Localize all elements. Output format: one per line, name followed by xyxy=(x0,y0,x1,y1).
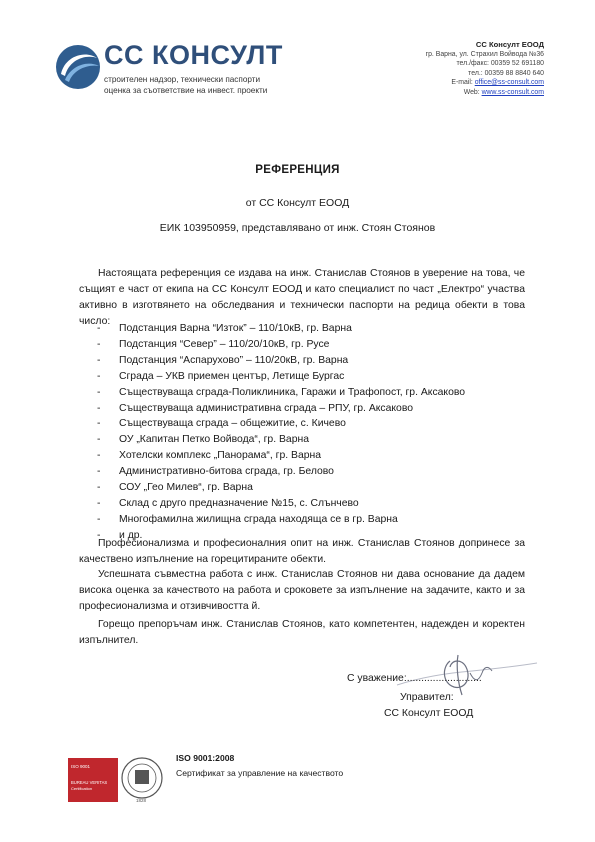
signatory-role: Управител: xyxy=(400,692,454,703)
email-link[interactable]: office@ss-consult.com xyxy=(474,79,544,87)
list-item: - Многофамилна жилищна сграда находяща се в гр. Варна xyxy=(97,512,465,528)
list-item: - Съществуваща сграда-Поликлиника, Гаражи и Трафопост, гр. Аксаково xyxy=(97,385,465,401)
contact-phone: тел.: 00359 88 8840 640 xyxy=(468,69,544,77)
paragraph-cooperation: Успешната съвместна работа с инж. Станислав Стоянов ни дава основание да дадем висока оценка за качеството на работа и сроковете за изпълнение на задачите, както и за професионализма и отзивчивостта й. xyxy=(79,569,525,612)
contact-email-row: E-mail: office@ss-consult.com xyxy=(451,79,544,87)
list-item: - Сграда – УКВ приемен център, Летище Бургас xyxy=(97,369,465,385)
list-item: - Съществуваща сграда – общежитие, с. Кичево xyxy=(97,416,465,432)
list-item: - Подстанция “Север” – 110/20/10кВ, гр. Русе xyxy=(97,337,465,353)
company-logo-subtitle: строителен надзор, технически паспорти оценка за съответствие на инвест. проекти xyxy=(104,75,268,95)
signature-line: С уважение:.......................... xyxy=(347,673,482,684)
issuer-line: от СС Консулт ЕООД xyxy=(245,197,350,209)
signatory-company: СС Консулт ЕООД xyxy=(384,708,474,719)
eik-line: ЕИК 103950959, представлявано от инж. Стоян Стоянов xyxy=(159,222,436,234)
web-link[interactable]: www.ss-consult.com xyxy=(481,88,544,96)
list-item: - Подстанция “Аспарухово” – 110/20кВ, гр. Варна xyxy=(97,353,465,369)
list-item: - Съществуваща административна сграда – РПУ, гр. Аксаково xyxy=(97,401,465,417)
contact-phone-fax: тел./факс: 00359 52 691180 xyxy=(456,60,544,68)
list-item: - и др. xyxy=(97,528,465,544)
contact-company: СС Консулт ЕООД xyxy=(475,40,544,49)
list-item: - Подстанция Варна “Изток” – 110/10кВ, гр. Варна xyxy=(97,321,465,337)
objects-list xyxy=(97,321,465,544)
contact-address: гр. Варна, ул. Страхил Войвода №36 xyxy=(425,50,544,58)
document-title: РЕФЕРЕНЦИЯ xyxy=(255,164,340,176)
list-item: - СОУ „Гео Милев“, гр. Варна xyxy=(97,480,465,496)
paragraph-recommendation: Горещо препоръчам инж. Станислав Стоянов, като компетентен, надежден и коректен изпълнител. xyxy=(79,619,525,646)
svg-text:1828: 1828 xyxy=(136,798,147,803)
list-item: - ОУ „Капитан Петко Войвода“, гр. Варна xyxy=(97,432,465,448)
contact-web-row: Web: www.ss-consult.com xyxy=(463,88,544,96)
list-item: - Хотелски комплекс „Панорама“, гр. Варна xyxy=(97,448,465,464)
svg-text:BUREAU VERITAS: BUREAU VERITAS xyxy=(71,780,108,785)
contact-block xyxy=(426,40,544,98)
svg-text:ISO 9001: ISO 9001 xyxy=(71,764,91,769)
company-logo-mark xyxy=(55,44,101,90)
intro-paragraph: Настоящата референция се издава на инж. Станислав Стоянов в уверение на това, че същият е част от екипа на СС Консулт ЕООД и като специалист по част „Електро“ участва активно в изготвянето на обследвания и технически паспорти на редица обекти в това число: xyxy=(79,268,525,327)
iso-title: ISO 9001:2008 xyxy=(176,753,235,763)
company-logo-name: СС КОНСУЛТ xyxy=(104,40,283,70)
bureau-veritas-certification-logo xyxy=(68,754,164,804)
list-item: - Склад с друго предназначение №15, с. Слънчево xyxy=(97,496,465,512)
list-item: - Административно-битова сграда, гр. Белово xyxy=(97,464,465,480)
paragraph-professionalism: Професионализма и професионалния опит на инж. Станислав Стоянов допринесе за качествено изпълнение на горецитираните обекти. xyxy=(79,538,525,565)
iso-subtitle: Сертификат за управление на качеството xyxy=(176,768,344,778)
svg-text:Certification: Certification xyxy=(71,786,93,791)
